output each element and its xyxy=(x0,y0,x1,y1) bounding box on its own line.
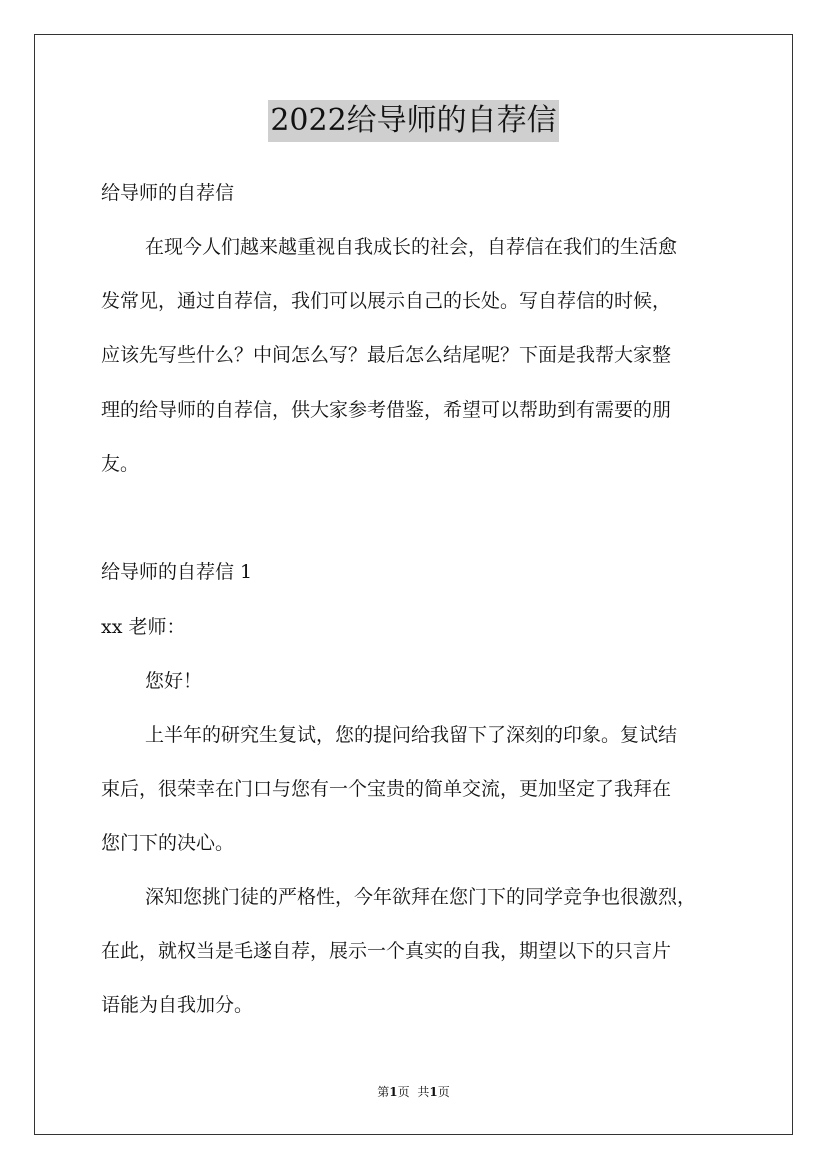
paragraph-line: 在此，就权当是毛遂自荐，展示一个真实的自我，期望以下的只言片 xyxy=(101,940,672,962)
intro-line: 友。 xyxy=(101,453,140,475)
total-prefix: 共 xyxy=(417,1085,430,1099)
subtitle: 给导师的自荐信 xyxy=(101,182,235,204)
intro-line: 在现今人们越来越重视自我成长的社会，自荐信在我们的生活愈 xyxy=(145,236,678,258)
page-prefix: 第 xyxy=(377,1085,390,1099)
page-number: 1 xyxy=(389,1085,398,1099)
greeting: 您好！ xyxy=(145,670,203,692)
total-pages: 1 xyxy=(429,1085,438,1099)
paragraph-line: 深知您挑门徒的严格性，今年欲拜在您门下的同学竞争也很激烈， xyxy=(145,886,697,908)
salutation: xx 老师： xyxy=(101,616,186,638)
intro-line: 发常见，通过自荐信，我们可以展示自己的长处。写自荐信的时候， xyxy=(101,290,672,312)
document-title: 2022给导师的自荐信 xyxy=(268,100,558,142)
paragraph-line: 语能为自我加分。 xyxy=(101,994,254,1016)
intro-line: 理的给导师的自荐信，供大家参考借鉴，希望可以帮助到有需要的朋 xyxy=(101,399,672,421)
intro-line: 应该先写些什么？中间怎么写？最后怎么结尾呢？下面是我帮大家整 xyxy=(101,344,672,366)
page-suffix: 页 xyxy=(397,1085,410,1099)
total-suffix: 页 xyxy=(437,1085,450,1099)
section-heading: 给导师的自荐信 1 xyxy=(101,561,253,583)
paragraph-line: 上半年的研究生复试，您的提问给我留下了深刻的印象。复试结 xyxy=(145,724,678,746)
page-footer xyxy=(0,1084,827,1100)
paragraph-line: 束后，很荣幸在门口与您有一个宝贵的简单交流，更加坚定了我拜在 xyxy=(101,778,672,800)
paragraph-line: 您门下的决心。 xyxy=(101,832,235,854)
title-container xyxy=(0,100,827,142)
